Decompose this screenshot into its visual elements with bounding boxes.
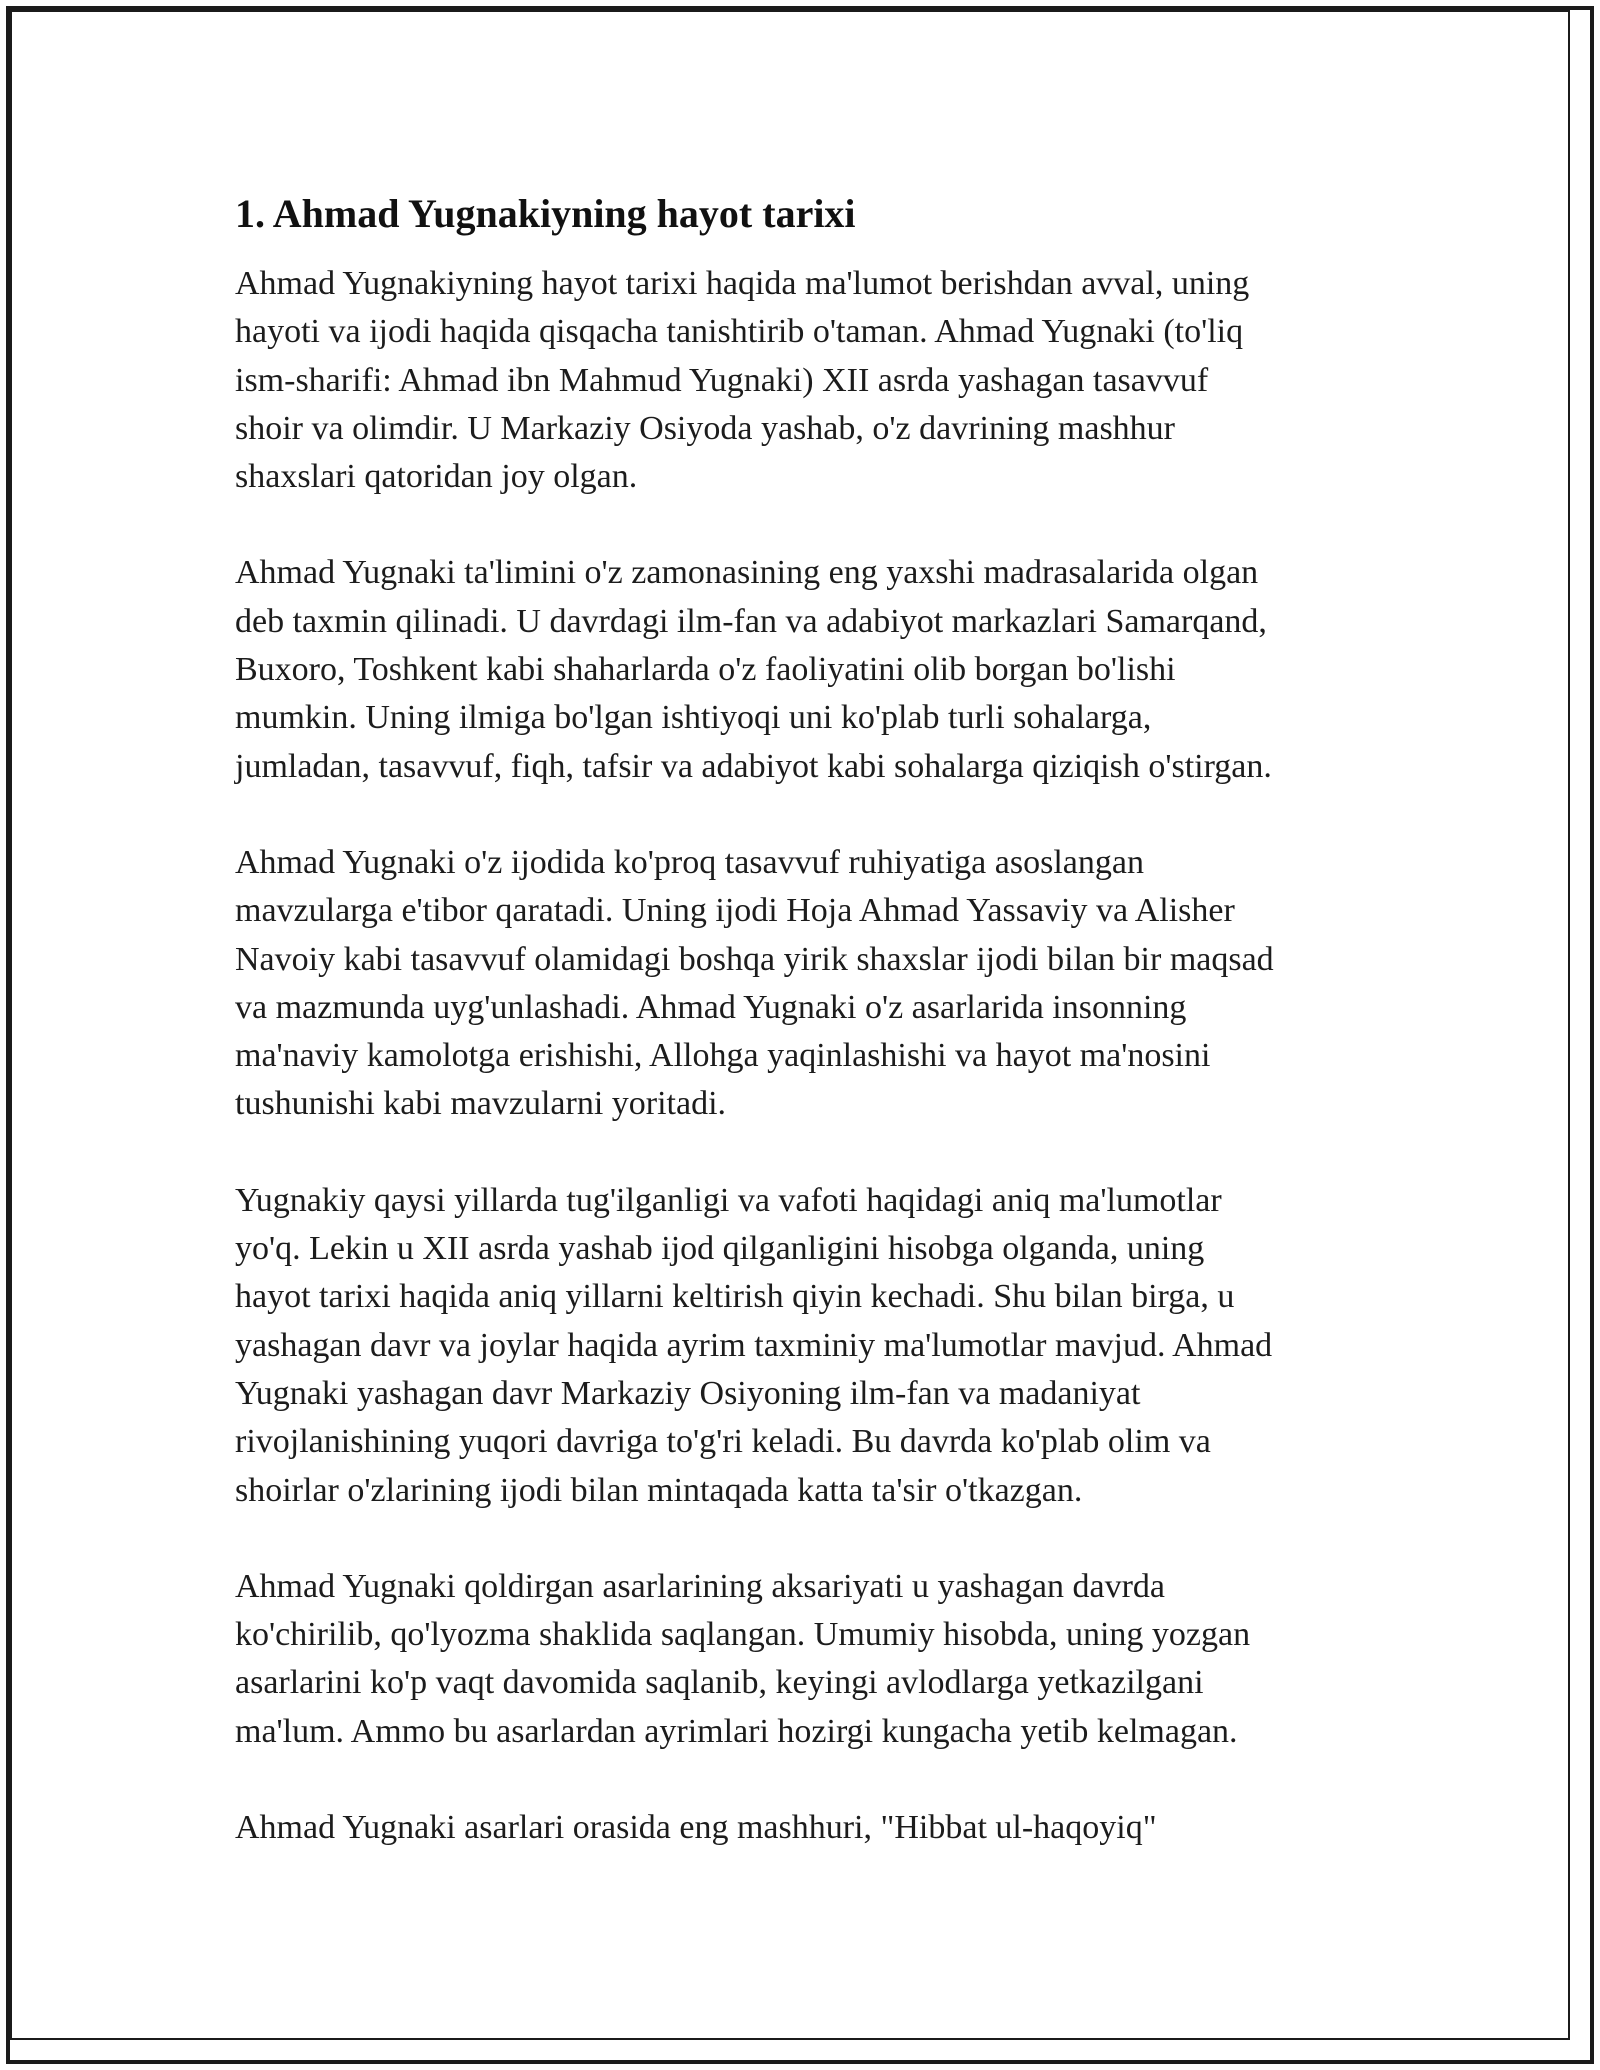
paragraph-line: Buxoro, Toshkent kabi shaharlarda o'z faoliyatini olib borgan bo'lishi	[235, 651, 1176, 689]
paragraph-list	[235, 260, 1375, 1852]
paragraph-line: Ahmad Yugnaki asarlari orasida eng mashhuri, "Hibbat ul-haqoyiq"	[235, 1809, 1157, 1847]
paragraph-line: Ahmad Yugnaki qoldirgan asarlarining aksariyati u yashagan davrda	[235, 1567, 1166, 1605]
paragraph-line: tushunishi kabi mavzularni yoritadi.	[235, 1085, 727, 1123]
paragraph-line: shaxslari qatoridan joy olgan.	[235, 458, 638, 496]
paragraph-line: Ahmad Yugnaki o'z ijodida ko'proq tasavvuf ruhiyatiga asoslangan	[235, 843, 1144, 881]
paragraph-line: shoirlar o'zlarining ijodi bilan mintaqada katta ta'sir o'tkazgan.	[235, 1471, 1083, 1509]
paragraph-6	[235, 1804, 1375, 1852]
paragraph-line: rivojlanishining yuqori davriga to'g'ri keladi. Bu davrda ko'plab olim va	[235, 1423, 1211, 1461]
paragraph-line: ko'chirilib, qo'lyozma shaklida saqlangan. Umumiy hisobda, uning yozgan	[235, 1616, 1251, 1654]
document-body	[235, 188, 1375, 1900]
paragraph-line: Ahmad Yugnakiyning hayot tarixi haqida ma'lumot berishdan avval, uning	[235, 265, 1250, 302]
paragraph-line: yo'q. Lekin u XII asrda yashab ijod qilganligini hisobga olganda, uning	[235, 1230, 1205, 1268]
paragraph-line: Yugnaki yashagan davr Markaziy Osiyoning ilm-fan va madaniyat	[235, 1374, 1141, 1412]
paragraph-line: yashagan davr va joylar haqida ayrim taxminiy ma'lumotlar mavjud. Ahmad	[235, 1326, 1273, 1364]
paragraph-line: shoir va olimdir. U Markaziy Osiyoda yashab, o'z davrining mashhur	[235, 409, 1175, 447]
section-heading: 1. Ahmad Yugnakiyning hayot tarixi	[235, 191, 856, 236]
paragraph-4	[235, 1177, 1375, 1515]
paragraph-line: ism-sharifi: Ahmad ibn Mahmud Yugnaki) XII asrda yashagan tasavvuf	[235, 361, 1209, 399]
paragraph-line: mavzularga e'tibor qaratadi. Uning ijodi Hoja Ahmad Yassaviy va Alisher	[235, 892, 1235, 930]
paragraph-2	[235, 549, 1375, 790]
paragraph-line: deb taxmin qilinadi. U davrdagi ilm-fan va adabiyot markazlari Samarqand,	[235, 602, 1267, 640]
paragraph-line: asarlarini ko'p vaqt davomida saqlanib, keyingi avlodlarga yetkazilgani	[235, 1664, 1204, 1702]
paragraph-line: hayot tarixi haqida aniq yillarni keltirish qiyin kechadi. Shu bilan birga, u	[235, 1278, 1235, 1316]
paragraph-line: Ahmad Yugnaki ta'limini o'z zamonasining eng yaxshi madrasalarida olgan	[235, 554, 1259, 592]
paragraph-1	[235, 260, 1375, 501]
paragraph-5	[235, 1563, 1375, 1756]
paragraph-line: Yugnakiy qaysi yillarda tug'ilganligi va vafoti haqidagi aniq ma'lumotlar	[235, 1181, 1222, 1219]
paragraph-3	[235, 839, 1375, 1129]
paragraph-line: mumkin. Uning ilmiga bo'lgan ishtiyoqi uni ko'plab turli sohalarga,	[235, 699, 1152, 737]
paragraph-line: hayoti va ijodi haqida qisqacha tanishtirib o'taman. Ahmad Yugnaki (to'liq	[235, 313, 1244, 351]
paragraph-line: ma'naviy kamolotga erishishi, Allohga yaqinlashishi va hayot ma'nosini	[235, 1037, 1211, 1075]
paragraph-line: Navoiy kabi tasavvuf olamidagi boshqa yirik shaxslar ijodi bilan bir maqsad	[235, 940, 1274, 978]
paragraph-line: jumladan, tasavvuf, fiqh, tafsir va adabiyot kabi sohalarga qiziqish o'stirgan.	[235, 747, 1272, 785]
paragraph-line: va mazmunda uyg'unlashadi. Ahmad Yugnaki o'z asarlarida insonning	[235, 988, 1187, 1026]
paragraph-line: ma'lum. Ammo bu asarlardan ayrimlari hozirgi kungacha yetib kelmagan.	[235, 1712, 1238, 1750]
